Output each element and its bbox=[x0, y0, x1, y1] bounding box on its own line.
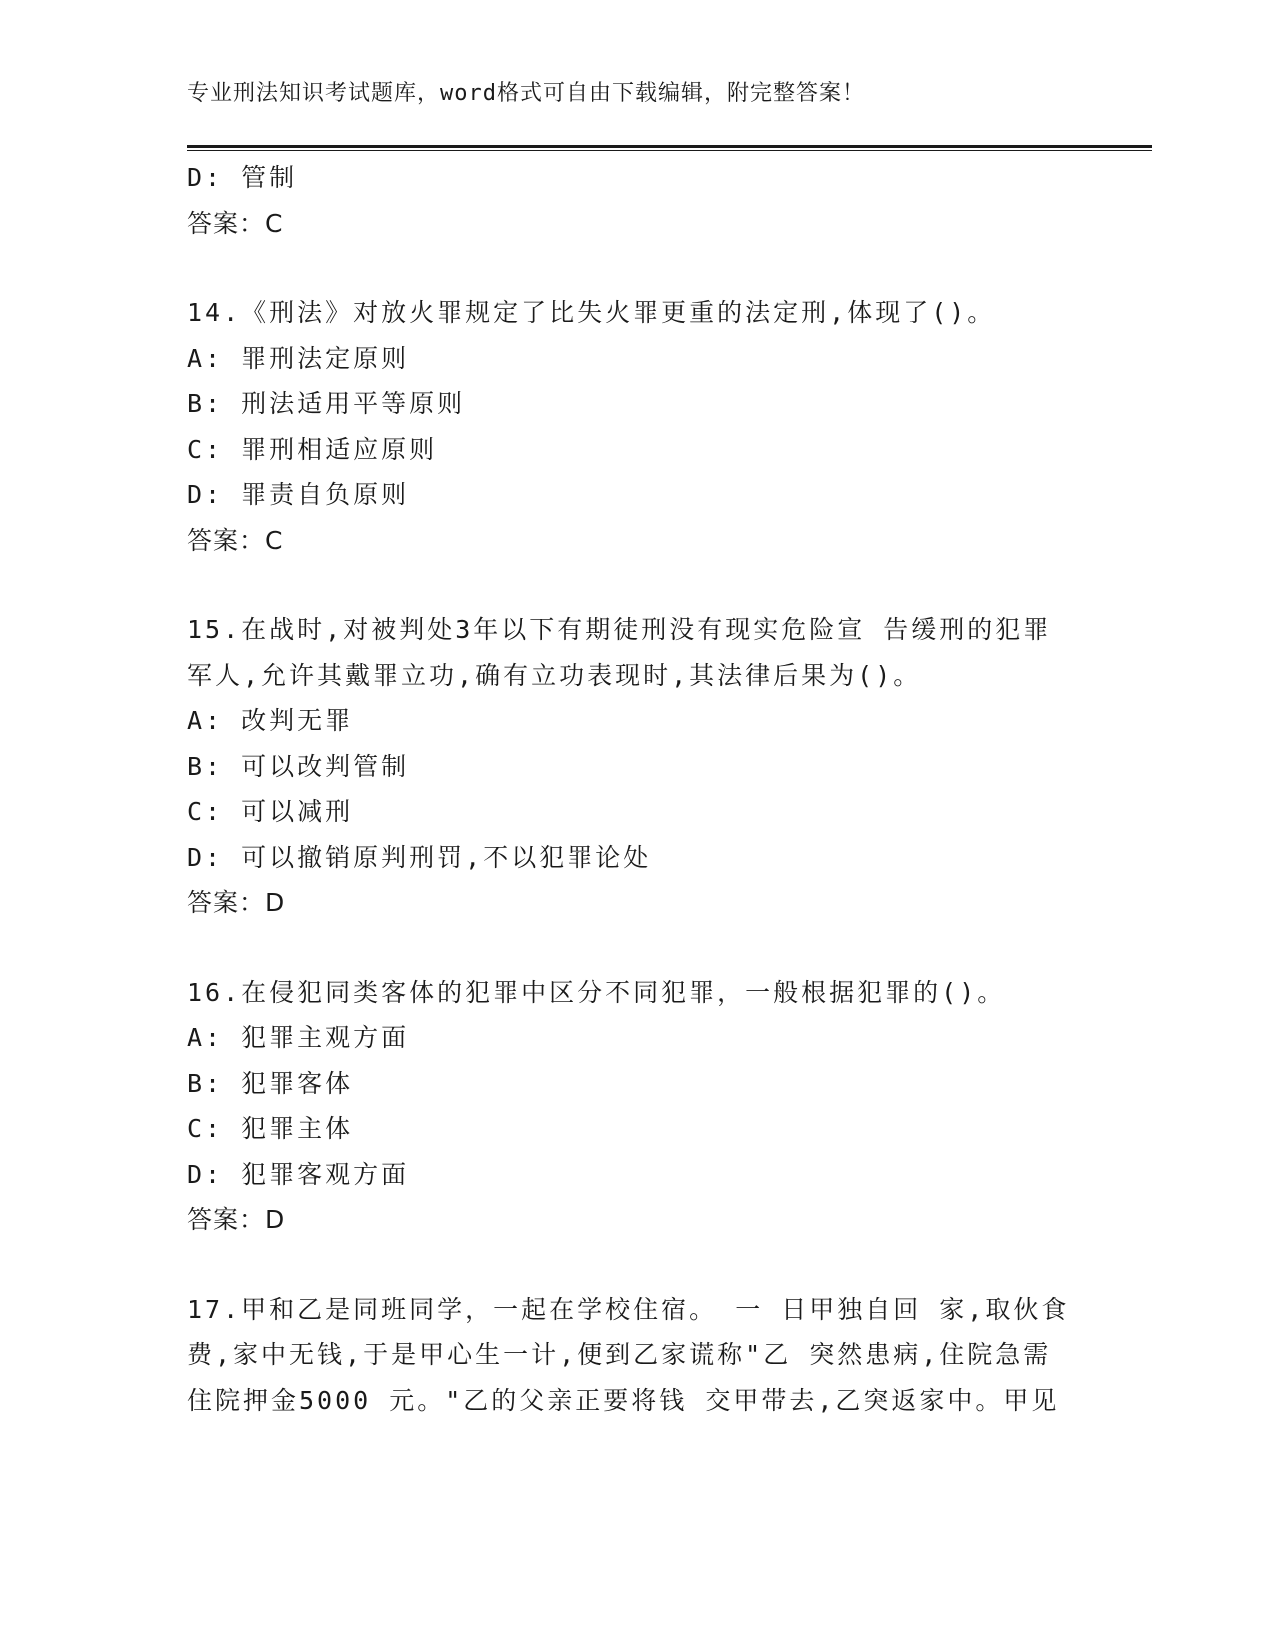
question-14 bbox=[187, 290, 1087, 563]
question-15 bbox=[187, 607, 1087, 926]
question-stem-line-2: 军人,允许其戴罪立功,确有立功表现时,其法律后果为()。 bbox=[187, 660, 922, 690]
option-a: A: 罪刑法定原则 bbox=[187, 343, 410, 373]
option-c: C: 罪刑相适应原则 bbox=[187, 434, 438, 464]
question-fragment bbox=[187, 155, 1087, 246]
option-b: B: 可以改判管制 bbox=[187, 751, 410, 781]
option-d: D: 管制 bbox=[187, 163, 298, 192]
question-stem-line-2: 费,家中无钱,于是甲心生一计,便到乙家谎称"乙 突然患病,住院急需 bbox=[187, 1340, 1052, 1369]
question-stem-line-3: 住院押金5000 元。"乙的父亲正要将钱 交甲带去,乙突返家中。甲见 bbox=[187, 1385, 1060, 1415]
option-b: B: 犯罪客体 bbox=[187, 1068, 354, 1098]
question-stem: 16.在侵犯同类客体的犯罪中区分不同犯罪，一般根据犯罪的()。 bbox=[187, 977, 1006, 1007]
answer-line: 答案：D bbox=[187, 888, 286, 917]
answer-line: 答案：C bbox=[187, 208, 284, 238]
option-d: D: 可以撤销原判刑罚,不以犯罪论处 bbox=[187, 842, 652, 872]
answer-line: 答案：D bbox=[187, 1205, 286, 1234]
option-c: C: 可以减刑 bbox=[187, 797, 354, 826]
question-stem-line-1: 17.甲和乙是同班同学，一起在学校住宿。 一 日甲独自回 家,取伙食 bbox=[187, 1294, 1070, 1324]
question-17 bbox=[187, 1287, 1087, 1424]
option-d: D: 罪责自负原则 bbox=[187, 480, 410, 509]
option-a: A: 改判无罪 bbox=[187, 706, 354, 735]
answer-line: 答案：C bbox=[187, 525, 284, 555]
option-a: A: 犯罪主观方面 bbox=[187, 1023, 410, 1052]
page-header: 专业刑法知识考试题库，word格式可自由下载编辑，附完整答案！ bbox=[187, 81, 865, 106]
question-16 bbox=[187, 970, 1087, 1243]
question-stem-line-1: 15.在战时,对被判处3年以下有期徒刑没有现实危险宣 告缓刑的犯罪 bbox=[187, 615, 1052, 644]
option-c: C: 犯罪主体 bbox=[187, 1114, 354, 1143]
question-stem: 14.《刑法》对放火罪规定了比失火罪更重的法定刑,体现了()。 bbox=[187, 298, 996, 327]
option-d: D: 犯罪客观方面 bbox=[187, 1159, 410, 1189]
header-divider bbox=[187, 145, 1152, 151]
option-b: B: 刑法适用平等原则 bbox=[187, 389, 466, 418]
document-body bbox=[187, 155, 1087, 1423]
